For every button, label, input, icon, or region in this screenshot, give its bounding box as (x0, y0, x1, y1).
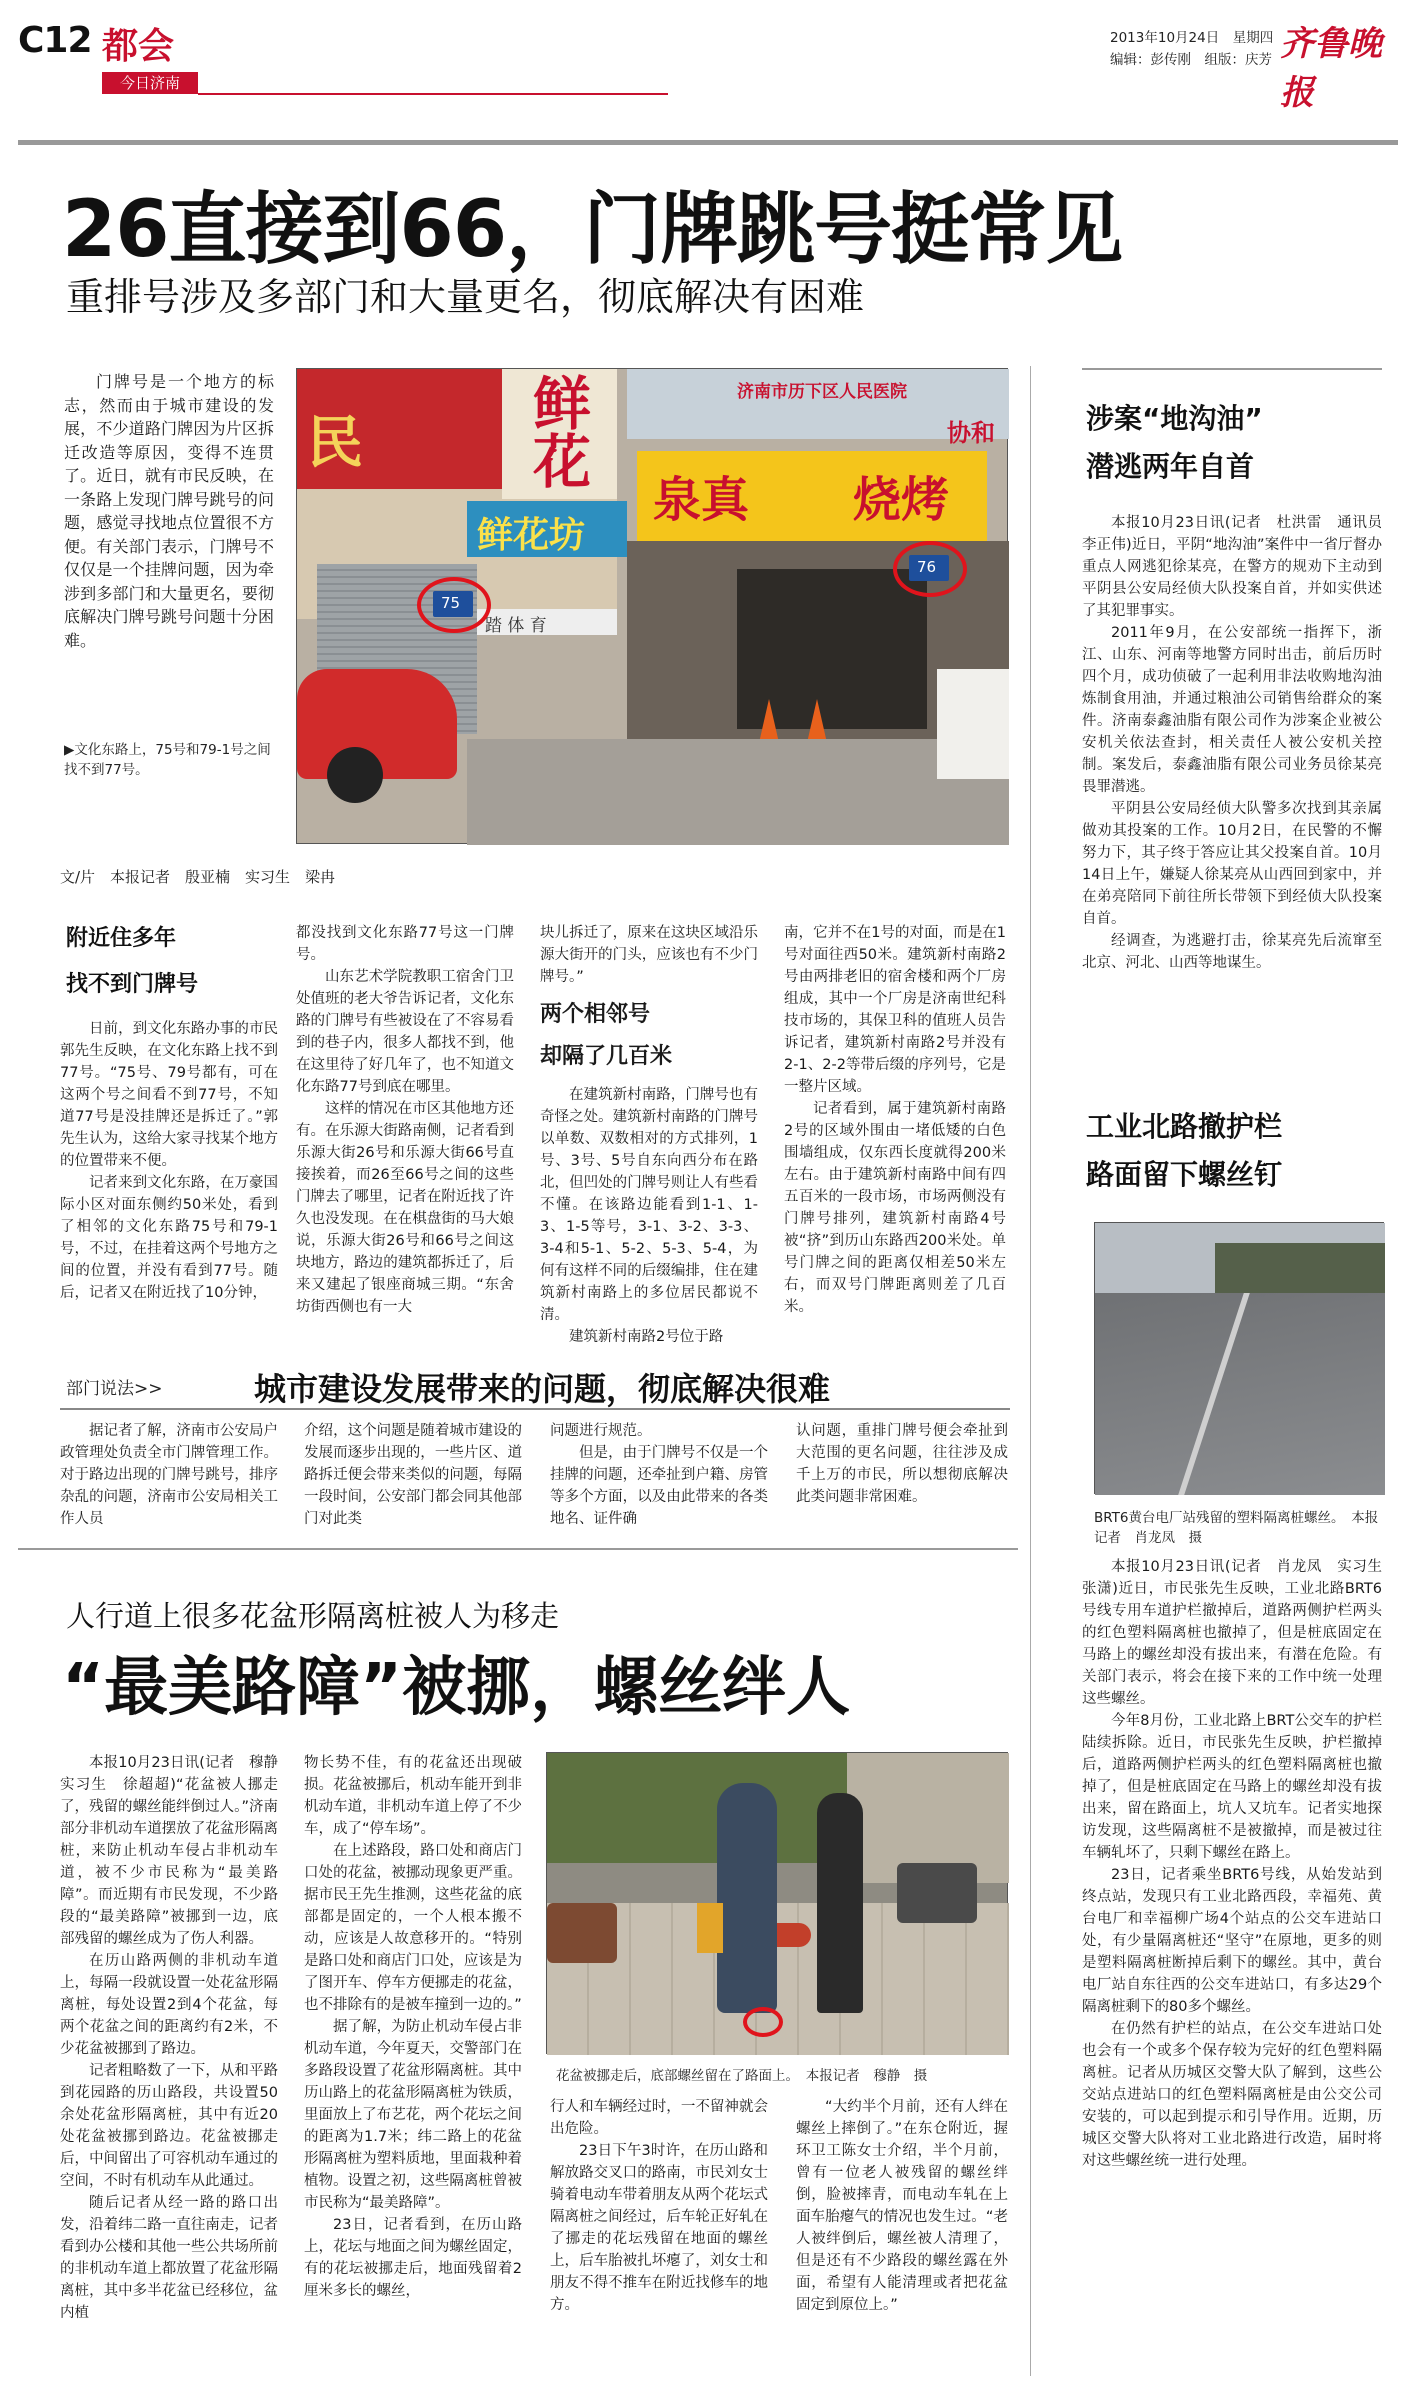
article2-col-2 (304, 1752, 522, 2377)
lead-subhead-2a: 两个相邻号 (540, 1002, 651, 1027)
header-rule-thick (18, 140, 1398, 145)
photo-sign-red-text: 民 (307, 411, 363, 476)
article2-col-2-p3: 据了解，为防止机动车侵占非机动车道，今年夏天，交警部门在多路段设置了花盆形隔离桩。其中历山路上的花盆形隔离桩为铁质，里面放上了布艺花，两个花坛之间的距离为1.7米；纬二路上的花盆形隔离桩为塑料质地，里面栽种着植物。设置之初，这些隔离桩曾被市民称为“最美路障”。 (304, 2019, 522, 2211)
article2-col-4 (796, 2096, 1008, 2377)
photo-car-wheel (327, 747, 383, 803)
subsection-label: 今日济南 (119, 74, 180, 92)
article2-col-2-p4: 23日，记者看到，在历山路上，花坛与地面之间为螺丝固定，有的花坛被挪走后，地面残留着2厘米多长的螺丝， (304, 2217, 522, 2299)
sb2-photo-road (1095, 1293, 1385, 1495)
sidebar1-p1: 本报10月23日讯(记者 杜洪雷 通讯员 李正伟)近日，平阴“地沟油”案件中一省厅督办重点人网逃犯徐某亮，在警方的规劝下主动到平阴县公安局经侦大队投案自首，并如实供述了其犯罪事实。 (1082, 515, 1397, 619)
sidebar2-p2: 今年8月份，工业北路上BRT公交车的护栏陆续拆除。近日，市民张先生反映，护栏撤掉后，道路两侧护栏两头的红色塑料隔离桩也撤掉了，但是桩底固定在马路上的螺丝却没有拔出来，留在路面上，坑人又坑车。记者实地探访发现，这些隔离桩不是被撤掉，而是被过往车辆轧坏了，只剩下螺丝在路上。 (1082, 1713, 1382, 1861)
photo-fridge (937, 669, 1009, 779)
photo-hospital-sign-text: 济南市历下区人民医院 (737, 382, 907, 402)
lead-subhead-2b: 却隔了几百米 (540, 1044, 673, 1069)
sidebar1-p4: 经调查，为逃避打击，徐某亮先后流窜至北京、河北、山西等地谋生。 (1082, 933, 1382, 971)
sidebar1-title-a: 涉案“地沟油” (1086, 402, 1263, 435)
a2-photo-man (717, 1783, 777, 2013)
lead-intro (64, 370, 274, 652)
article2-headline: “最美路障”被挪，螺丝绊人 (62, 1651, 851, 1725)
article2-col-1-p2: 在历山路两侧的非机动车道上，每隔一段就设置一处花盆形隔离桩，每处设置2到4个花盆，每两个花盆之间的距离约有2米，不少花盆被挪到了路边。 (60, 1953, 278, 2057)
lead-col-4-p1: 南，它并不在1号的对面，而是在1号对面往西50米。建筑新村南路2号由两排老旧的宿舍楼和两个厂房组成，其中一个厂房是济南世纪科技市场的，其保卫科的值班人员告诉记者，建筑新村南路2号并没有2-1、2-2等带后缀的序列号，它是一整片区域。 (784, 925, 1006, 1095)
photo-he-sign (947, 409, 1007, 449)
photo-pavement (467, 739, 1009, 845)
lead-col-1-p2: 记者来到文化东路，在万豪国际小区对面东侧约50米处，看到了相邻的文化东路75号和79-1号，不过，在挂着这两个号地方之间的位置，并没有看到77号。随后，记者又在附近找了10分钟， (60, 1175, 278, 1301)
date-line: 2013年10月24日 星期四 (1110, 30, 1274, 46)
article2-col-1-p4: 随后记者从经一路的路口出发，沿着纬二路一直往南走，记者看到办公楼和其他一些公共场所前的非机动车道上都放置了花盆形隔离桩，其中多半花盆已经移位，盆内植 (60, 2195, 278, 2321)
a2-photo-woman (817, 1793, 863, 2013)
subsection-tab (102, 72, 198, 94)
lead-col-1 (60, 1018, 278, 1352)
article2-kicker: 人行道上很多花盆形隔离桩被人为移走 (66, 1599, 560, 1633)
article2-col-2-p1: 物长势不佳，有的花盆还出现破损。花盆被挪后，机动车能开到非机动车道，非机动车道上停了不少车，成了“停车场”。 (304, 1755, 522, 1837)
lead-intro-text: 门牌号是一个地方的标志，然而由于城市建设的发展，不少道路门牌因为片区拆迁改造等原因，变得不连贯了。近日，就有市民反映，在一条路上发现门牌号跳号的问题，感觉寻找地点位置很不方便。有关部门表示，门牌号不仅仅是一个挂牌问题，因为牵涉到多部门和大量更名，要彻底解决门牌号跳号问题十分困难。 (64, 372, 274, 650)
photo-cone-1 (759, 699, 779, 743)
a2-photo-bikes (897, 1863, 977, 1923)
editor-line: 编辑：彭传刚 组版：庆芳 (1110, 52, 1272, 68)
photo-sign-flower-shop (467, 501, 627, 557)
dept-col-3-p1: 问题进行规范。 (550, 1423, 652, 1439)
photo-plate-left-circle (417, 577, 491, 633)
lead-subhead-1b: 找不到门牌号 (66, 972, 199, 997)
lead-photo (296, 368, 1008, 844)
photo-shop-sign-a: 泉真 (653, 472, 750, 528)
sidebar2-p3: 23日，记者乘坐BRT6号线，从始发站到终点站，发现只有工业北路西段，幸福苑、黄台电厂和幸福柳广场4个站点的公交车进站口处，有少量隔离桩还“坚守”在原地，更多的则是塑料隔离桩断掉后剩下的螺丝。其中，黄台电厂站自东往西的公交车进站口，有多达29个隔离桩剩下的80多个螺丝。 (1082, 1867, 1382, 2015)
photo-sign-flower-vertical-text: 鲜花 (523, 373, 591, 489)
article2-col-3-p2: 23日下午3时许，在历山路和解放路交叉口的路南，市民刘女士骑着电动车带着朋友从两个花坛式隔离桩之间经过，后车轮正好轧在了挪走的花坛残留在地面的螺丝上，后车胎被扎坏瘪了，刘女士和朋友不得不推车在附近找修车的地方。 (550, 2143, 768, 2313)
section-name: 都会 (102, 26, 175, 67)
sidebar-top-rule (1082, 368, 1382, 370)
sidebar1-p2: 2011年9月，在公安部统一指挥下，浙江、山东、河南等地警方同时出击，前后历时四个月，成功侦破了一起利用非法收购地沟油炼制食用油，并通过粮油公司销售给群众的案件。济南泰鑫油脂有限公司作为涉案企业被公安机关依法查封，相关责任人被公安机关控制。案发后，泰鑫油脂有限公司业务员徐某亮畏罪潜逃。 (1082, 625, 1382, 795)
masthead-logo: 齐鲁晚报 (1280, 24, 1382, 113)
photo-hospital-sign (737, 377, 977, 403)
lead-col-2 (296, 922, 514, 1352)
sidebar-divider (1030, 366, 1031, 2376)
photo-sign-flower-vertical (502, 369, 617, 499)
lead-col-3-p2: 在建筑新村南路，门牌号也有奇怪之处。建筑新村南路的门牌号以单数、双数相对的方式排列，1号、3号、5号自东向西分布在路北，但凹处的门牌号则让人有些看不懂。在该路边能看到1-1、1-3、1-5等号，3-1、3-2、3-3、3-4和5-1、5-2、5-3、5-4，为何有这样不同的后缀编排，住在建筑新村南路上的多位居民都说不清。 (540, 1087, 758, 1323)
article2-photo (546, 1752, 1008, 2054)
sidebar1-title-b: 潜逃两年自首 (1086, 450, 1255, 483)
photo-plate-right-circle (893, 541, 967, 597)
dept-label: 部门说法>> (66, 1379, 163, 1399)
dept-col-1 (60, 1420, 278, 1534)
sidebar2-body (1082, 1556, 1397, 2378)
sidebar1-body (1082, 512, 1397, 1072)
article2-col-1-p3: 记者粗略数了一下，从和平路到花园路的历山路段，共设置50余处花盆形隔离桩，其中有近20处花盆被挪到路边。花盆被挪走后，中间留出了可容机动车通过的空间，不时有机动车从此通过。 (60, 2063, 278, 2189)
dept-col-2 (304, 1420, 522, 1534)
sidebar2-photo (1094, 1222, 1384, 1494)
lead-byline: 文/片 本报记者 殷亚楠 实习生 梁冉 (60, 868, 336, 886)
photo-plate-left-text: 75 (441, 594, 461, 612)
article2-col-4-p1: “大约半个月前，还有人绊在螺丝上摔倒了。”在东仓附近，握环卫工陈女士介绍，半个月前，曾有一位老人被残留的螺丝绊倒，脸被摔青，而电动车轧在上面车胎瘪气的情况也发生过。“老人被绊倒后，螺丝被人清理了，但是还有不少路段的螺丝露在外面，希望有人能清理或者把花盆固定到原位上。” (796, 2099, 1008, 2313)
dept-col-3 (550, 1420, 768, 1534)
photo-plate-right-text: 76 (917, 558, 937, 576)
photo-shutter-sign (477, 609, 617, 635)
photo-cone-2 (807, 699, 827, 743)
lead-col-2-p3: 这样的情况在市区其他地方还有。在乐源大街路南侧，记者看到乐源大街26号和乐源大街66号直接挨着，而26至66号之间的这些门牌去了哪里，记者在附近找了许久也没发现。在在棋盘街的马大娘说，乐源大街26号和66号之间这块地方，路边的建筑都拆迁了，后来又建起了银座商城三期。“东舍坊街西侧也有一大 (296, 1101, 514, 1315)
lead-col-3-p1: 块儿拆迁了，原来在这块区域沿乐源大街开的门头，应该也有不少门牌号。” (540, 925, 758, 985)
photo-sign-flower-shop-text: 鲜花坊 (477, 515, 586, 556)
lead-col-1-p1: 日前，到文化东路办事的市民郭先生反映，在文化东路上找不到77号。“75号、79号都有，可在这两个号之间看不到77号，不知道77号是没挂牌还是拆迁了。”郭先生认为，这给大家寻找某个地方的位置带来不便。 (60, 1021, 278, 1169)
lead-col-2-p2: 山东艺术学院教职工宿舍门卫处值班的老大爷告诉记者，文化东路的门牌号有些被设在了不容易看到的巷子内，很多人都找不到，他在这里待了好几年了，也不知道文化东路77号到底在哪里。 (296, 969, 514, 1095)
lead-col-3 (540, 922, 758, 1352)
a2-photo-pot-1 (547, 1903, 617, 1963)
article2-photo-caption: 花盆被挪走后，底部螺丝留在了路面上。 本报记者 穆静 摄 (556, 2068, 928, 2084)
dept-col-3-p2: 但是，由于门牌号不仅是一个挂牌的问题，还牵扯到户籍、房管等多个方面，以及由此带来的各类地名、证件确 (550, 1445, 768, 1527)
lead-col-2-p1: 都没找到文化东路77号这一门牌号。 (296, 925, 514, 963)
lead-photo-caption: ▶文化东路上，75号和79-1号之间找不到77号。 (64, 742, 271, 778)
photo-he-sign-text: 协和 (947, 419, 995, 447)
a2-photo-screw-circle (743, 2007, 783, 2037)
article2-col-2-p2: 在上述路段，路口处和商店门口处的花盆，被挪动现象更严重。据市民王先生推测，这些花盆的底部都是固定的，一个人根本搬不动，应该是人故意移开的。“特别是路口处和商店门口处，应该是为了图开车、停车方便挪走的花盆，也不排除有的是被车撞到一边的。” (304, 1843, 522, 2013)
photo-shop-sign (637, 451, 987, 541)
dept-bottom-rule (18, 1548, 1018, 1550)
article2-col-1-p1: 本报10月23日讯(记者 穆静 实习生 徐超超)“花盆被人挪走了，残留的螺丝能绊倒过人。”济南部分非机动车道摆放了花盆形隔离桩，来防止机动车侵占非机动车道，被不少市民称为“最美路障”。而近期有市民发现，不少路段的“最美路障”被挪到一边，底部残留的螺丝成为了伤人利器。 (60, 1755, 293, 1947)
a2-photo-bag (697, 1903, 723, 1953)
dept-col-1-p: 据记者了解，济南市公安局户政管理处负责全市门牌管理工作。对于路边出现的门牌号跳号，排序杂乱的问题，济南市公安局相关工作人员 (60, 1423, 278, 1527)
dept-rule (60, 1408, 1010, 1410)
lead-headline: 26直接到66，门牌跳号挺常见 (62, 185, 1123, 275)
dept-col-4-p: 认问题，重排门牌号便会牵扯到大范围的更名问题，往往涉及成千上万的市民，所以想彻底解决此类问题非常困难。 (796, 1423, 1008, 1505)
page-number: C12 (18, 20, 92, 61)
lead-subheadline: 重排号涉及多部门和大量更名，彻底解决有困难 (66, 275, 865, 319)
sidebar2-p1: 本报10月23日讯(记者 肖龙凤 实习生 张潇)近日，市民张先生反映，工业北路BRT6号线专用车道护栏撤掉后，道路两侧护栏两头的红色塑料隔离桩也撤掉了，但是桩底固定在马路上的螺丝却没有拔出来，有潜在危险。有关部门表示，将会在接下来的工作中统一处理这些螺丝。 (1082, 1559, 1397, 1707)
photo-sign-red (297, 369, 502, 489)
sidebar2-p4: 在仍然有护栏的站点，在公交车进站口处也会有一个或多个保存较为完好的红色塑料隔离桩。记者从历城区交警大队了解到，这些公交站点进站口的红色塑料隔离桩是由公交公司安装的，可以起到提示和引导作用。近期，历城区交警大队将对工业北路进行改造，届时将对这些螺丝统一进行处理。 (1082, 2021, 1382, 2169)
photo-shutter-sign-text: 踏 体 育 (485, 616, 547, 636)
photo-shop-sign-b: 烧烤 (853, 472, 950, 528)
dept-col-2-p: 介绍，这个问题是随着城市建设的发展而逐步出现的，一些片区、道路拆迁便会带来类似的问题，每隔一段时间，公安部门都会同其他部门对此类 (304, 1423, 522, 1527)
lead-col-4 (784, 922, 1006, 1352)
page-header (18, 12, 1398, 152)
sidebar1-p3: 平阴县公安局经侦大队警多次找到其亲属做劝其投案的工作。10月2日，在民警的不懈努力下，其子终于答应让其父投案自首。10月14日上午，嫌疑人徐某亮从山西回到家中，并在弟亮陪同下前往所长带领下到经侦大队投案自首。 (1082, 801, 1382, 927)
sidebar2-photo-caption: BRT6黄台电厂站残留的塑料隔离桩螺丝。 本报记者 肖龙凤 摄 (1094, 1510, 1379, 1546)
lead-col-3-p3: 建筑新村南路2号位于路 (569, 1329, 724, 1345)
lead-col-4-p2: 记者看到，属于建筑新村南路2号的区域外围由一堵低矮的白色围墙组成，仅东西长度就得200米左右。由于建筑新村南路中间有四五百米的一段市场，市场两侧没有门牌号排列，建筑新村南路4号被“挤”到历山东路西200米处。单号门牌之间的距离仅相差50米左右，而双号门牌距离则差了几百米。 (784, 1101, 1006, 1315)
article2-col-1 (60, 1752, 293, 2377)
article2-col-3-p1: 行人和车辆经过时，一不留神就会出危险。 (550, 2099, 768, 2137)
sidebar2-title-a: 工业北路撤护栏 (1086, 1110, 1283, 1143)
dept-title: 城市建设发展带来的问题，彻底解决很难 (254, 1370, 831, 1408)
lead-subhead-1a: 附近住多年 (66, 926, 177, 951)
article2-col-3 (550, 2096, 768, 2377)
sidebar2-title-b: 路面留下螺丝钉 (1086, 1158, 1283, 1191)
dept-col-4 (796, 1420, 1008, 1534)
header-rule-short (198, 93, 668, 95)
